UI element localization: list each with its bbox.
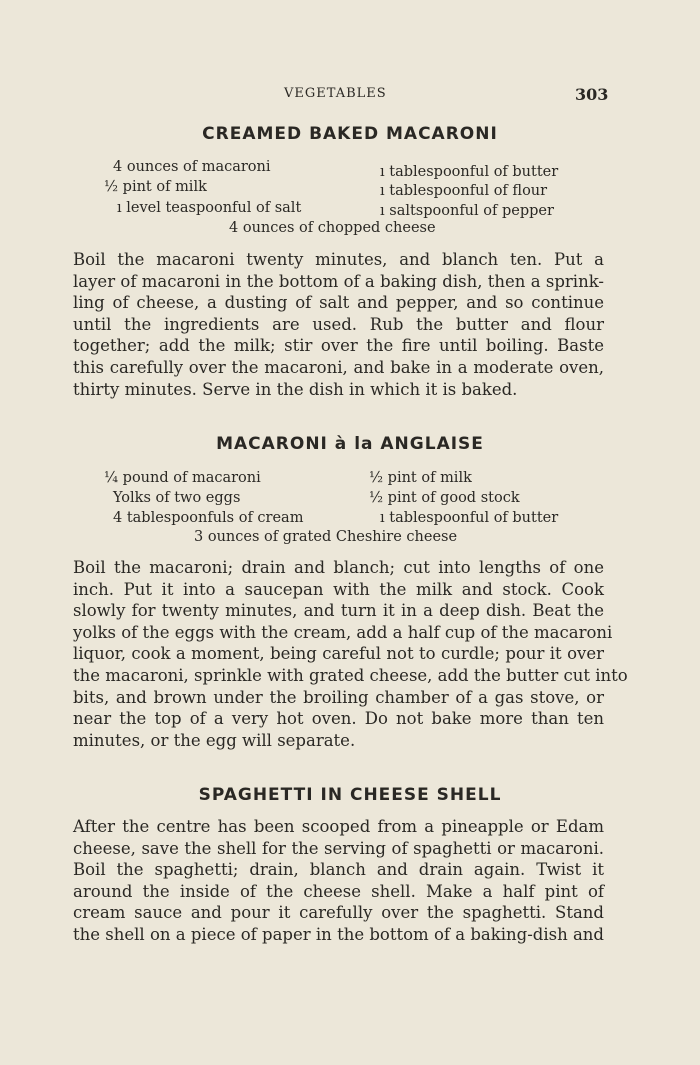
ingredient: 3 ounces of grated Cheshire cheese (194, 529, 458, 545)
recipe-directions (73, 249, 604, 400)
ingredient: 4 ounces of chopped cheese (229, 220, 436, 236)
text-line: Boil the spaghetti; drain, blanch and drain again. Twist it (73, 860, 604, 880)
text-line: together; add the milk; stir over the fire until boiling. Baste (73, 336, 604, 356)
ingredient: ı level teaspoonful of salt (117, 200, 302, 216)
recipe-title: CREAMED BAKED MACARONI (202, 124, 498, 144)
ingredient: ½ pint of milk (369, 470, 472, 486)
text-line: After the centre has been scooped from a pineapple or Edam (73, 817, 604, 836)
ingredient: ½ pint of good stock (369, 490, 520, 506)
recipe-directions (73, 816, 604, 946)
ingredient: ı tablespoonful of flour (380, 183, 548, 199)
text-line: minutes, or the egg will separate. (73, 730, 356, 750)
ingredient: ¼ pound of macaroni (104, 470, 261, 486)
text-line: inch. Put it into a saucepan with the milk and stock. Cook (73, 579, 604, 599)
page-number: 303 (575, 85, 609, 104)
recipe-directions (73, 557, 628, 751)
ingredient: ı saltspoonful of pepper (380, 203, 554, 219)
text-line: around the inside of the cheese shell. Make a half pint of (73, 881, 604, 901)
text-line: liquor, cook a moment, being careful not to curdle; pour it over (73, 644, 604, 664)
recipe-title: MACARONI à la ANGLAISE (216, 434, 484, 454)
ingredient: 4 ounces of macaroni (113, 159, 271, 175)
text-line: layer of macaroni in the bottom of a baking dish, then a sprink- (73, 271, 604, 291)
ingredient: 4 tablespoonfuls of cream (113, 510, 304, 526)
text-line: Boil the macaroni; drain and blanch; cut into lengths of one (73, 558, 604, 577)
text-line: bits, and brown under the broiling chamber of a gas stove, or (73, 687, 604, 707)
text-line: the macaroni, sprinkle with grated cheese, add the butter cut into (73, 665, 628, 685)
ingredient: ı tablespoonful of butter (380, 510, 559, 526)
ingredient: ı tablespoonful of butter (380, 164, 559, 180)
text-line: the shell on a piece of paper in the bottom of a baking-dish and (73, 924, 604, 944)
text-line: cream sauce and pour it carefully over the spaghetti. Stand (73, 903, 604, 923)
text-line: ling of cheese, a dusting of salt and pepper, and so continue (73, 293, 604, 313)
text-line: near the top of a very hot oven. Do not bake more than ten (73, 709, 604, 729)
ingredient: Yolks of two eggs (113, 490, 241, 506)
text-line: Boil the macaroni twenty minutes, and blanch ten. Put a (73, 250, 604, 269)
section-name: VEGETABLES (284, 86, 387, 101)
text-line: thirty minutes. Serve in the dish in which it is baked. (73, 379, 518, 399)
text-line: cheese, save the shell for the serving of spaghetti or macaroni. (73, 838, 604, 858)
recipe-title: SPAGHETTI IN CHEESE SHELL (198, 785, 502, 805)
text-line: this carefully over the macaroni, and bake in a moderate oven, (73, 357, 604, 377)
text-line: until the ingredients are used. Rub the butter and flour (73, 314, 604, 334)
text-line: yolks of the eggs with the cream, add a half cup of the macaroni (73, 622, 613, 642)
running-head (0, 86, 700, 108)
ingredient: ½ pint of milk (104, 179, 207, 195)
text-line: slowly for twenty minutes, and turn it in a deep dish. Beat the (73, 601, 604, 621)
